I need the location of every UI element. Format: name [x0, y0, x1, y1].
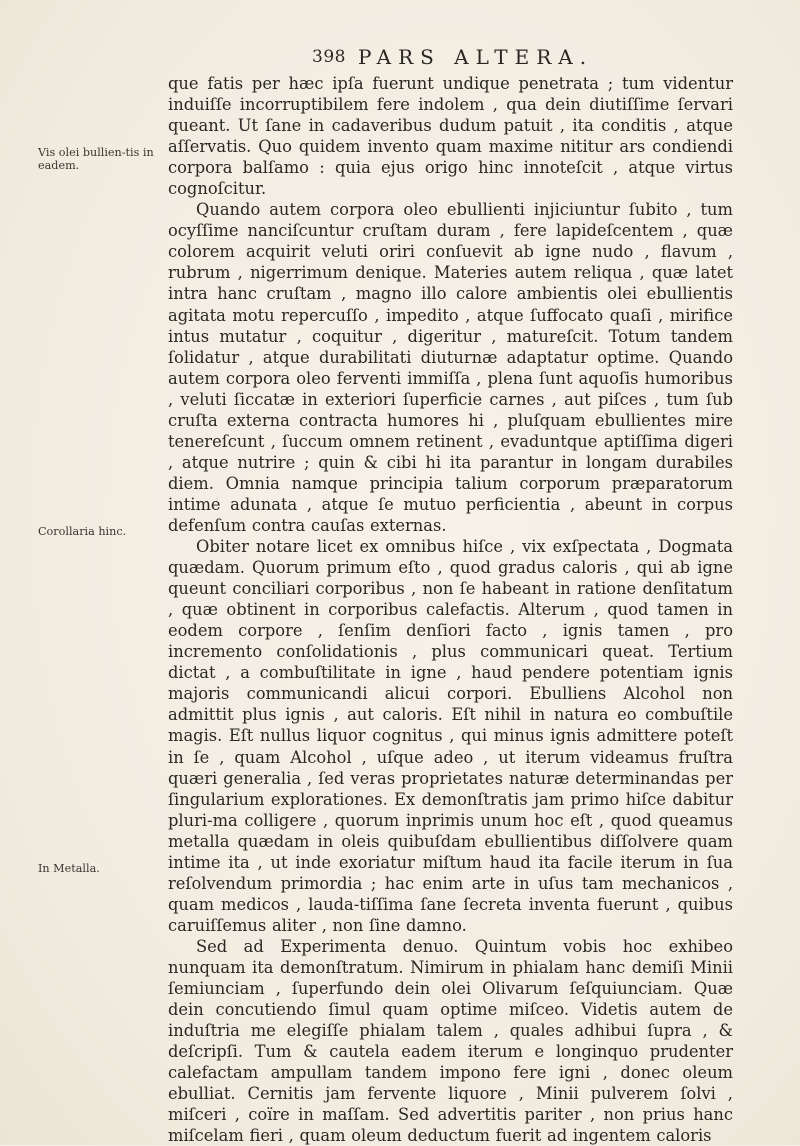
page-header: [312, 45, 712, 75]
paragraph-experimenta: Sed ad Experimenta denuo. Quintum vobis hoc exhibeo nunquam ita demonſtratum. Nimirum in phialam hanc demiſi Minii ſemiunciam , ſuperfundo dein olei Olivarum ſeſquiunciam. Quæ dein concutiendo ſimul quam optime miſceo. Videtis autem de induſtria me elegiſſe phialam talem , quales adhibui ſupra , & deſcripſi. Tum & cautela eadem iterum e longinquo prudenter calefactam ampullam tandem impono fere igni , donec oleum ebulliat. Cernitis jam fervente liquore , Minii pulverem ſolvi , miſceri , coïre in maſſam. Sed advertitis pariter , non prius hanc miſcelam fieri , quam oleum deductum fuerit ad ingentem caloris: [168, 936, 733, 1146]
body-text: [168, 73, 733, 1146]
paragraph-oleo-ebullienti: Quando autem corpora oleo ebullienti injiciuntur ſubito , tum ocyſſime nanciſcuntur cruſtam duram , fere lapideſcentem , quæ colorem acquirit veluti oriri conſuevit ab igne nudo , flavum , rubrum , nigerrimum denique. Materies autem reliqua , quæ latet intra hanc cruſtam , magno illo calore ambientis olei ebullientis agitata motu repercuſſo , impedito , atque ſuffocato quaſi , mirifice intus mutatur , coquitur , digeritur , matureſcit. Totum tandem ſolidatur , atque durabilitati diuturnæ adaptatur optime. Quando autem corpora oleo ferventi immiſſa , plena ſunt aquoſis humoribus , veluti ſiccatæ in exteriori ſuperficie carnes , aut piſces , tum ſub cruſta externa contracta humores hi , pluſquam ebullientes mire tenereſcunt , ſuccum omnem retinent , evaduntque aptiſſima digeri , atque nutrire ; quin & cibi hi ita parantur in longam durabiles diem. Omnia namque principia talium corporum præparatorum intime adunata , atque ſe mutuo perficientia , abeunt in corpus defenſum contra cauſas externas.: [168, 200, 733, 535]
margin-note-vis-olei: Vis olei bullien-tis in eadem.: [38, 146, 154, 172]
running-head: PARS ALTERA.: [358, 45, 594, 69]
paragraph-dogmata: Obiter notare licet ex omnibus hiſce , vix exſpectata , Dogmata quædam. Quorum primum eſto , quod gradus caloris , qui ab igne queunt conciliari corporibus , non ſe habeant in ratione denſitatum , quæ obtinent in corporibus calefactis. Alterum , quod tamen in eodem corpore , ſenſim denſiori facto , ignis tamen , pro incremento conſolidationis , plus communicari queat. Tertium dictat , a combuſtilitate in igne , haud pendere potentiam ignis majoris communicandi alicui corpori. Ebulliens Alcohol non admittit plus ignis , aut caloris. Eſt nihil in natura eo combuſtile magis. Eſt nullus liquor cognitus , qui minus ignis admittere poteſt in ſe , quam Alcohol , uſque adeo , ut iterum videamus fruſtra quæri generalia , ſed veras proprietates naturæ determinandas per ſingularium explorationes. Ex demonſtratis jam primo hiſce dabitur pluri-ma colligere , quorum inprimis unum hoc eſt , quod queamus metalla quædam in oleis quibuſdam ebullientibus diſſolvere quam intime ita , ut inde exoriatur miſtum haud ita facile iterum in ſua reſolvendum primordia ; hac enim arte in uſus tam mechanicos , quam medicos , lauda-tiſſima ſane ſecreta inventa fuerunt , quibus caruiſſemus aliter , non ſine damno.: [168, 537, 733, 935]
margin-note-in-metalla: In Metalla.: [38, 862, 100, 875]
margin-note-corollaria: Corollaria hinc.: [38, 525, 127, 538]
page-number: 398: [312, 47, 346, 67]
paragraph-continuation: que fatis per hæc ipſa fuerunt undique penetrata ; tum videntur induiſſe incorruptibilem fere indolem , qua dein diutiſſime ſervari queant. Ut ſane in cadaveribus dudum patuit , ita conditis , atque aſſervatis. Quo quidem invento quam maxime nititur ars condiendi corpora balſamo : quia ejus origo hinc innoteſcit , atque virtus cognoſcitur.: [168, 74, 733, 199]
